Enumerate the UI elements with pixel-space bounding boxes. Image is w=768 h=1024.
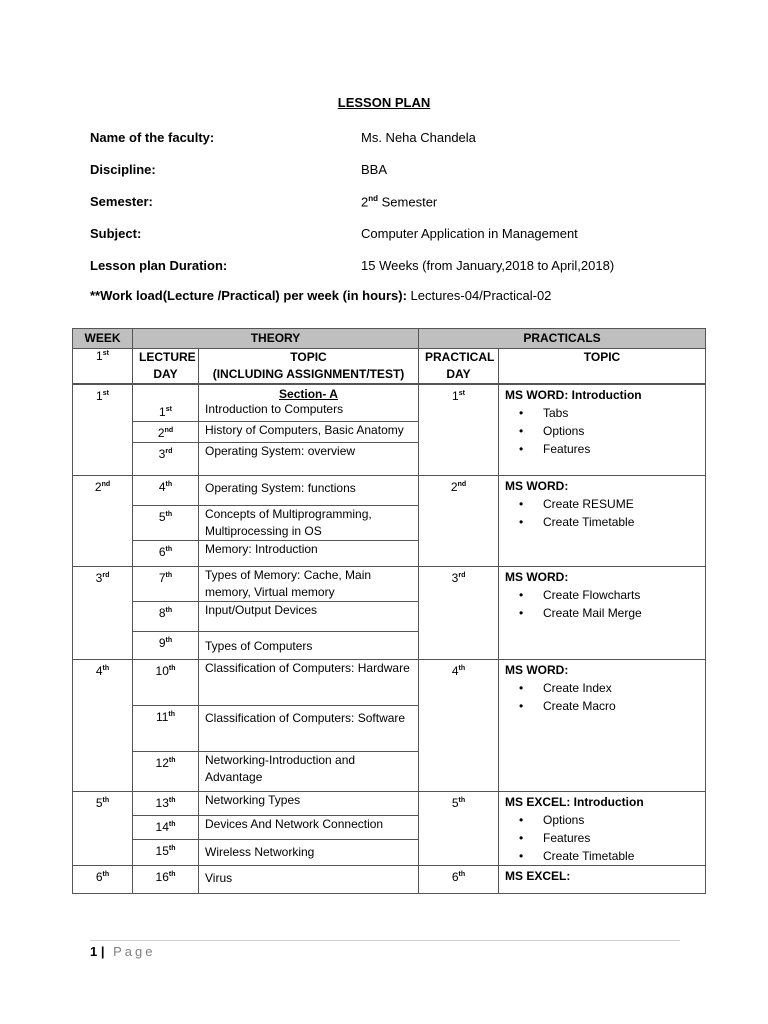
info-value: 15 Weeks (from January,2018 to April,2018) <box>361 258 615 273</box>
info-value <box>361 194 437 209</box>
week-number: 6 <box>95 870 103 884</box>
practical-suffix: th <box>458 665 466 672</box>
practical-topic-cell <box>499 385 706 476</box>
list-item: • Create Timetable <box>543 847 699 865</box>
footer-divider <box>90 940 680 941</box>
lecture-topic-cell: Memory: Introduction <box>199 541 419 567</box>
lecture-number: 6 <box>158 545 166 559</box>
lecture-suffix: th <box>165 511 173 518</box>
lecture-day-cell <box>133 816 199 840</box>
practical-title: MS WORD: <box>505 479 569 493</box>
list-item: • Tabs <box>543 404 699 422</box>
lecture-topic-cell: Classification of Computers: Hardware <box>199 660 419 706</box>
lecture-suffix: th <box>168 711 176 718</box>
lecture-day-cell <box>133 476 199 506</box>
practical-topic-cell <box>499 866 706 894</box>
subheader-practical-day <box>419 349 499 384</box>
week-cell <box>73 385 133 476</box>
lecture-topic-cell: Operating System: overview <box>199 443 419 476</box>
page-label: Page <box>106 944 156 959</box>
subheader-prac-topic <box>499 349 706 384</box>
page-number: 1 <box>90 944 98 959</box>
lecture-day-cell <box>133 660 199 706</box>
lecture-topic-cell <box>199 385 419 422</box>
info-label: Semester: <box>90 194 153 209</box>
lecture-suffix: th <box>165 481 173 488</box>
list-item: • Create Mail Merge <box>543 604 699 622</box>
lecture-number: 9 <box>158 636 166 650</box>
lecture-suffix: rd <box>165 448 173 455</box>
practical-items <box>505 679 699 715</box>
lecture-number: 16 <box>155 870 169 884</box>
lecture-day-cell <box>133 443 199 476</box>
lecture-number: 12 <box>155 756 169 770</box>
list-item: • Create RESUME <box>543 495 699 513</box>
practical-number: 1 <box>452 389 459 403</box>
lecture-number: 5 <box>158 510 166 524</box>
lecture-topic-cell: Types of Memory: Cache, Main memory, Virtual memory <box>199 567 419 602</box>
subheader-text: TOPIC <box>290 350 327 364</box>
lecture-number: 4 <box>158 480 166 494</box>
lecture-suffix: nd <box>164 427 174 434</box>
week-number: 5 <box>95 796 103 810</box>
week-suffix: st <box>102 390 109 397</box>
week-cell <box>73 567 133 660</box>
info-label: Name of the faculty: <box>90 130 215 145</box>
table-row <box>73 385 706 422</box>
lecture-number: 14 <box>155 820 169 834</box>
week-number: 4 <box>95 664 103 678</box>
practical-number: 2 <box>450 480 458 494</box>
practical-day-cell <box>419 385 499 476</box>
list-item: • Create Flowcharts <box>543 586 699 604</box>
week-cell <box>73 349 133 384</box>
page-footer <box>90 944 155 959</box>
lecture-topic-cell: Wireless Networking <box>199 840 419 866</box>
practical-title: MS EXCEL: <box>505 869 571 883</box>
lecture-topic-cell: Networking Types <box>199 792 419 816</box>
lecture-suffix: th <box>165 607 173 614</box>
lecture-day-cell <box>133 602 199 632</box>
practical-suffix: th <box>458 871 466 878</box>
week-suffix: th <box>102 797 110 804</box>
practical-items <box>505 811 699 865</box>
lecture-suffix: th <box>168 665 176 672</box>
lecture-day-cell <box>133 422 199 443</box>
week-suffix: th <box>102 665 110 672</box>
subheader-text: (INCLUDING ASSIGNMENT/TEST) <box>212 367 405 381</box>
header-week: WEEK <box>73 329 133 349</box>
table-row <box>73 476 706 506</box>
lecture-day-cell <box>133 385 199 422</box>
week-cell <box>73 792 133 866</box>
subheader-text: DAY <box>153 367 178 381</box>
list-item: • Create Macro <box>543 697 699 715</box>
table-row <box>73 792 706 816</box>
lecture-day-cell <box>133 541 199 567</box>
practical-number: 3 <box>451 571 459 585</box>
subheader-topic <box>199 349 419 384</box>
week-suffix: th <box>102 871 110 878</box>
week-number: 1 <box>96 389 103 403</box>
lecture-topic-cell: Concepts of Multiprogramming, Multiprocessing in OS <box>199 506 419 541</box>
lesson-plan-table <box>72 328 706 384</box>
subheader-text: TOPIC <box>583 350 621 364</box>
lecture-day-cell <box>133 752 199 792</box>
lecture-suffix: th <box>168 871 176 878</box>
practical-suffix: rd <box>458 572 466 579</box>
table-row <box>73 866 706 894</box>
list-item: • Options <box>543 811 699 829</box>
practical-topic-cell <box>499 792 706 866</box>
practical-title: MS EXCEL: Introduction <box>505 795 644 809</box>
week-number: 3 <box>95 571 103 585</box>
workload-label: **Work load(Lecture /Practical) per week (in hours): <box>90 288 407 303</box>
practical-topic-cell <box>499 476 706 567</box>
lecture-number: 8 <box>158 606 166 620</box>
lecture-number: 13 <box>155 796 169 810</box>
practical-title: MS WORD: <box>505 570 569 584</box>
week-number: 1 <box>96 349 103 363</box>
lecture-topic-cell: Classification of Computers: Software <box>199 706 419 752</box>
list-item: • Options <box>543 422 699 440</box>
subheader-text: PRACTICAL <box>425 350 495 364</box>
week-suffix: st <box>102 350 109 357</box>
week-suffix: nd <box>101 481 111 488</box>
info-value: Computer Application in Management <box>361 226 578 241</box>
subheader-lecture-day <box>133 349 199 384</box>
table-row <box>73 567 706 602</box>
info-label: Subject: <box>90 226 142 241</box>
list-item: • Features <box>543 440 699 458</box>
lecture-topic-cell: Operating System: functions <box>199 476 419 506</box>
lecture-number: 3 <box>158 447 166 461</box>
practical-day-cell <box>419 866 499 894</box>
lecture-number: 7 <box>158 571 166 585</box>
table-subheader-row <box>73 349 706 384</box>
table-header-row <box>73 329 706 349</box>
subheader-text: DAY <box>446 367 471 381</box>
lecture-suffix: st <box>165 406 172 413</box>
subheader-text: LECTURE <box>139 350 196 364</box>
lecture-day-cell <box>133 567 199 602</box>
semester-suffix: nd <box>368 194 379 203</box>
practical-title: MS WORD: Introduction <box>505 388 642 402</box>
info-label: Lesson plan Duration: <box>90 258 228 273</box>
lecture-topic-cell: Devices And Network Connection <box>199 816 419 840</box>
practical-items <box>505 495 699 531</box>
lecture-day-cell <box>133 866 199 894</box>
lecture-suffix: th <box>165 546 173 553</box>
page-separator: | <box>97 944 105 959</box>
section-heading: Section- A <box>279 387 338 401</box>
practical-suffix: st <box>458 390 465 397</box>
lecture-number: 2 <box>157 426 165 440</box>
lecture-topic-cell: Networking-Introduction and Advantage <box>199 752 419 792</box>
practical-suffix: th <box>458 797 466 804</box>
lecture-day-cell <box>133 792 199 816</box>
workload-line <box>90 288 551 303</box>
practical-number: 5 <box>451 796 459 810</box>
practical-items <box>505 586 699 622</box>
practical-number: 6 <box>451 870 459 884</box>
semester-number: 2 <box>361 194 369 210</box>
list-item: • Features <box>543 829 699 847</box>
lecture-suffix: th <box>168 797 176 804</box>
lecture-day-cell <box>133 506 199 541</box>
lecture-suffix: th <box>168 757 176 764</box>
lecture-suffix: th <box>168 845 176 852</box>
practical-topic-cell <box>499 567 706 660</box>
lecture-suffix: th <box>168 821 176 828</box>
info-value: BBA <box>361 162 388 177</box>
practical-suffix: nd <box>457 481 467 488</box>
lecture-number: 11 <box>155 710 169 724</box>
practical-day-cell <box>419 476 499 567</box>
lecture-topic-cell: Virus <box>199 866 419 894</box>
practical-items <box>505 404 699 458</box>
lecture-topic-cell: Types of Computers <box>199 632 419 660</box>
workload-value: Lectures-04/Practical-02 <box>406 288 552 303</box>
lecture-number: 10 <box>155 664 169 678</box>
practical-day-cell <box>419 660 499 792</box>
lecture-topic-cell: History of Computers, Basic Anatomy <box>199 422 419 443</box>
practical-day-cell <box>419 792 499 866</box>
week-cell <box>73 660 133 792</box>
lecture-day-cell <box>133 632 199 660</box>
info-value: Ms. Neha Chandela <box>361 130 476 145</box>
lecture-day-cell <box>133 840 199 866</box>
lecture-day-cell <box>133 706 199 752</box>
list-item: • Create Index <box>543 679 699 697</box>
lecture-number: 1 <box>159 405 166 419</box>
page-title: LESSON PLAN <box>337 95 431 110</box>
practical-number: 4 <box>451 664 459 678</box>
practical-topic-cell <box>499 660 706 792</box>
lecture-number: 15 <box>155 844 169 858</box>
lecture-suffix: th <box>165 637 173 644</box>
info-label: Discipline: <box>90 162 156 177</box>
semester-text: Semester <box>378 194 438 210</box>
table-row <box>73 660 706 706</box>
lecture-suffix: th <box>165 572 173 579</box>
week-cell <box>73 476 133 567</box>
lesson-plan-body <box>72 384 706 894</box>
week-number: 2 <box>94 480 102 494</box>
header-theory: THEORY <box>133 329 419 349</box>
week-suffix: rd <box>102 572 110 579</box>
header-practicals: PRACTICALS <box>419 329 706 349</box>
practical-title: MS WORD: <box>505 663 569 677</box>
practical-day-cell <box>419 567 499 660</box>
lecture-topic: Introduction to Computers <box>205 402 344 416</box>
lecture-topic-cell: Input/Output Devices <box>199 602 419 632</box>
list-item: • Create Timetable <box>543 513 699 531</box>
week-cell <box>73 866 133 894</box>
